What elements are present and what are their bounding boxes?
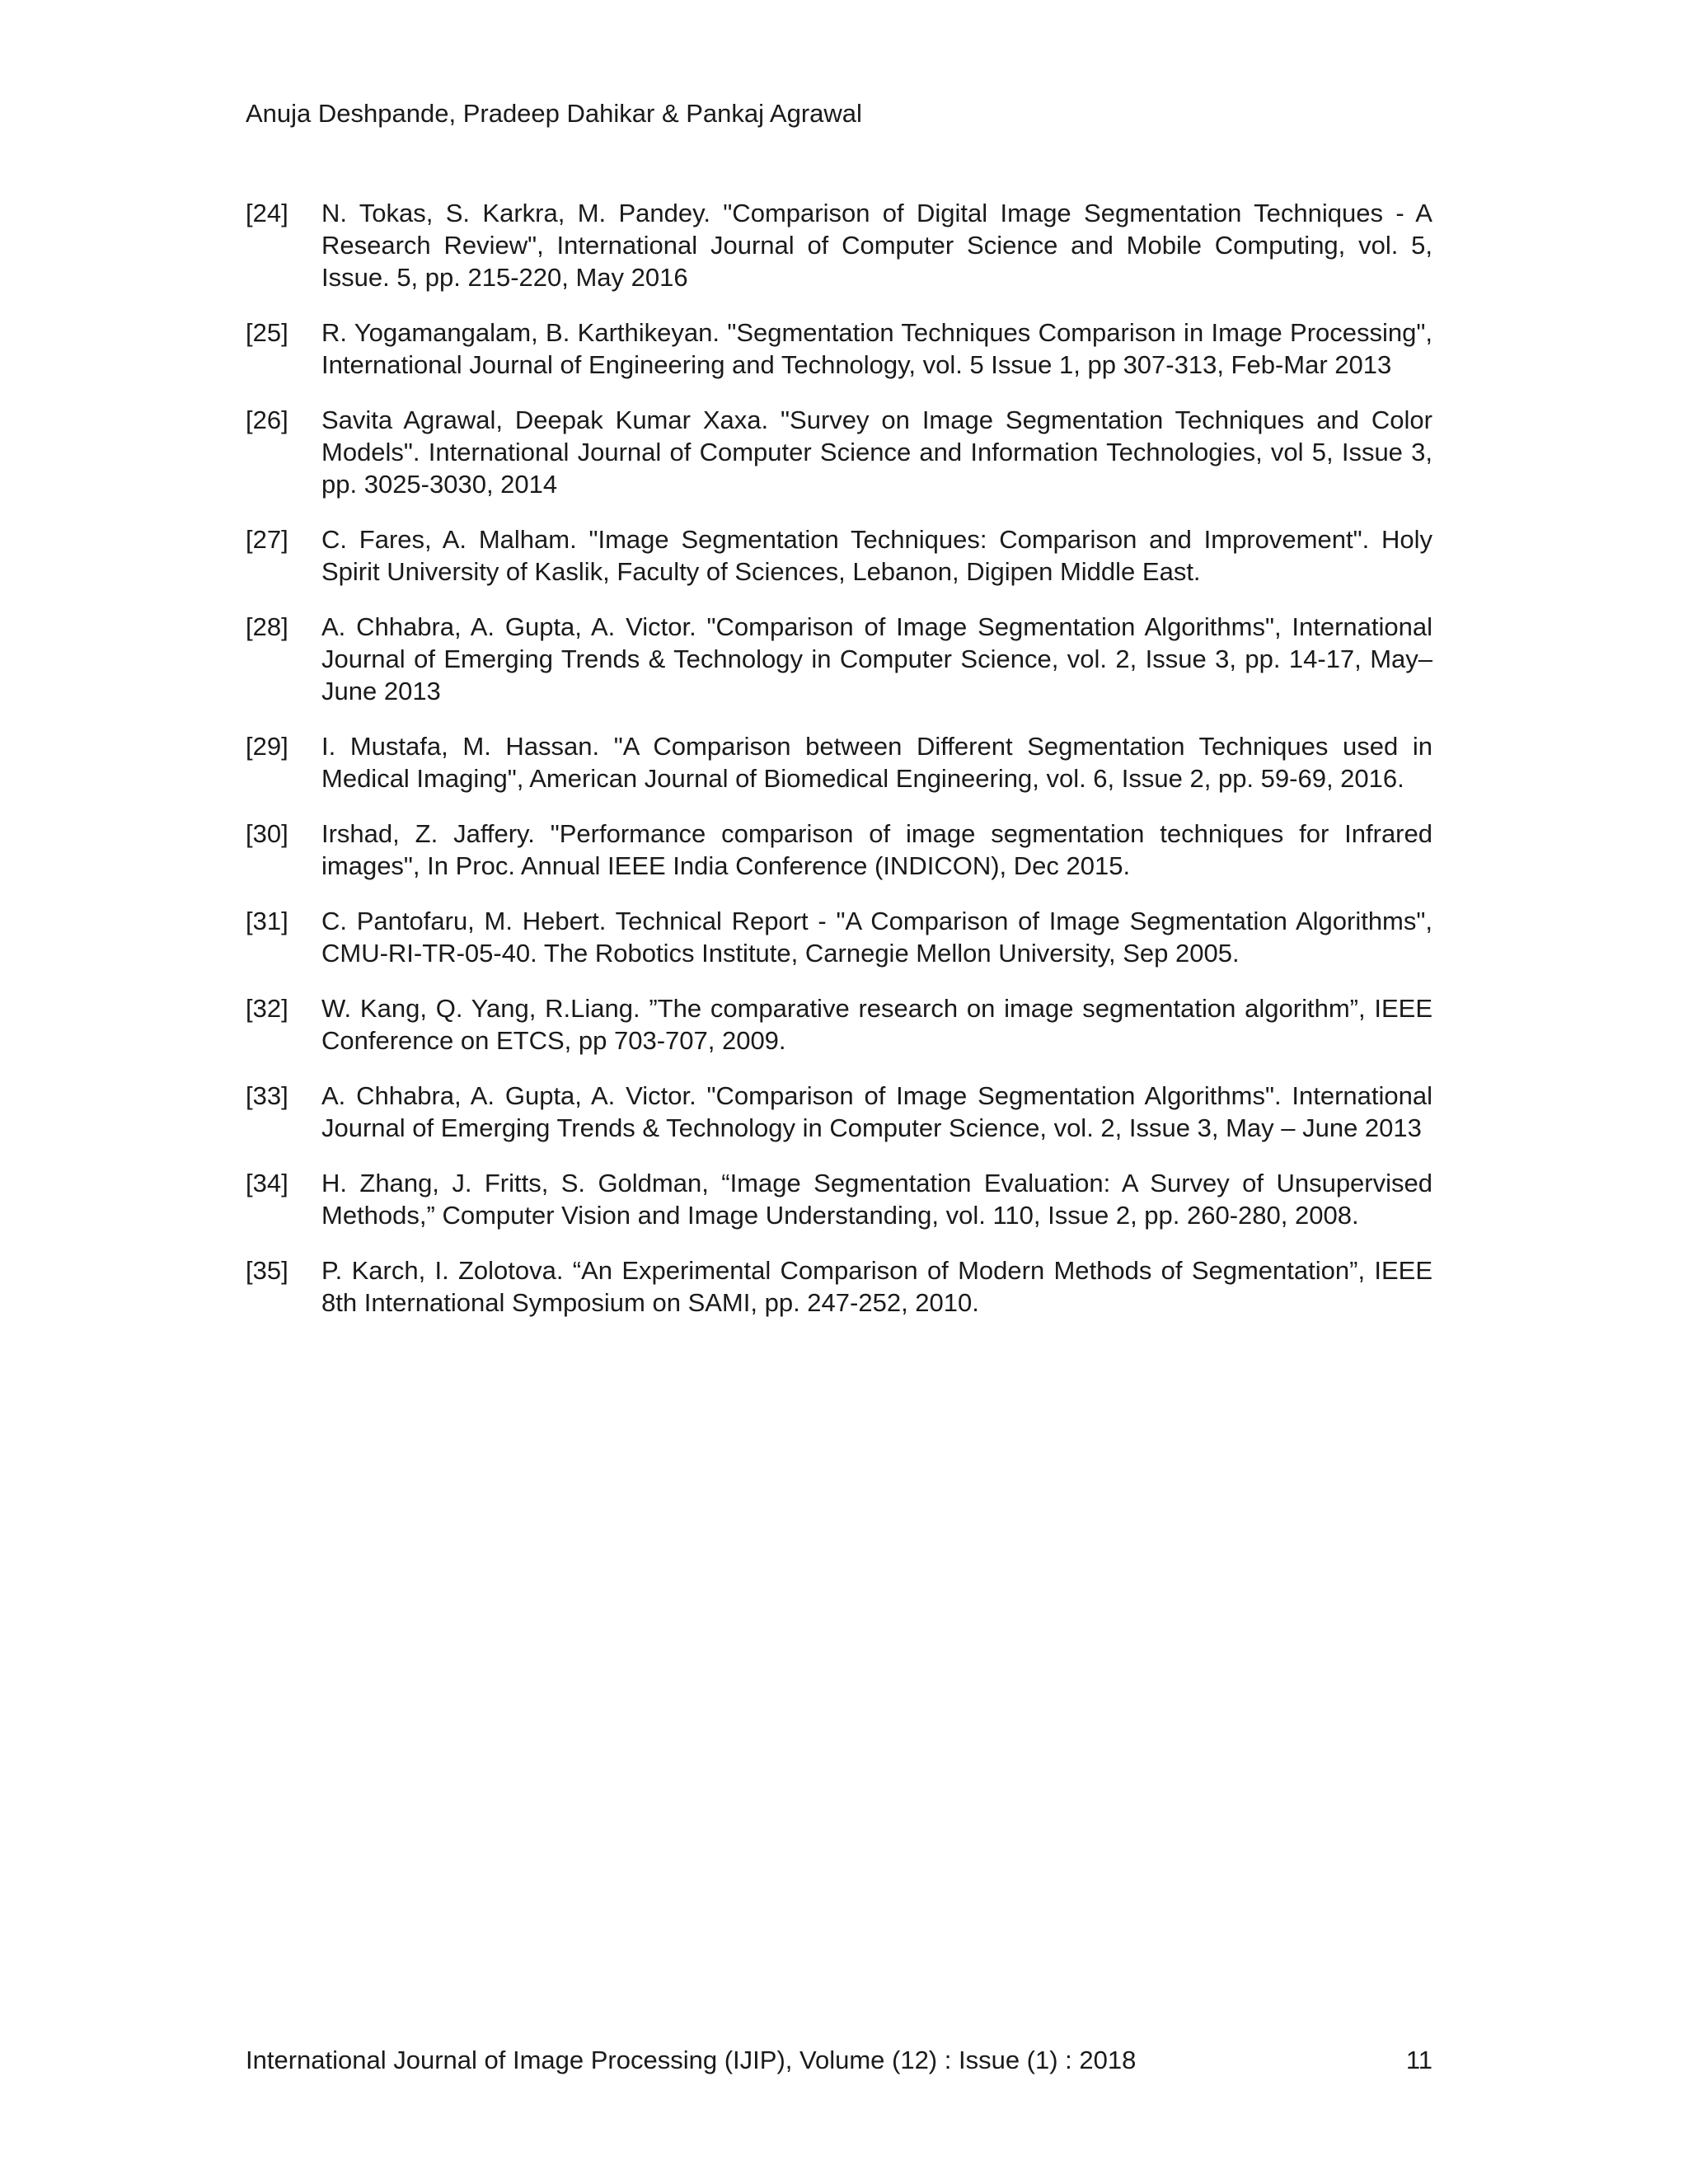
reference-item bbox=[246, 316, 1432, 381]
footer-journal-info: International Journal of Image Processing (IJIP), Volume (12) : Issue (1) : 2018 bbox=[246, 2046, 1137, 2074]
reference-item bbox=[246, 197, 1432, 293]
reference-number: [25] bbox=[246, 318, 288, 347]
reference-item bbox=[246, 730, 1432, 794]
reference-number: [29] bbox=[246, 732, 288, 761]
reference-number: [24] bbox=[246, 199, 288, 227]
reference-number: [30] bbox=[246, 819, 288, 848]
reference-item bbox=[246, 905, 1432, 969]
running-footer bbox=[246, 2044, 1432, 2077]
reference-item bbox=[246, 404, 1432, 500]
reference-item bbox=[246, 523, 1432, 588]
reference-number: [31] bbox=[246, 907, 288, 935]
reference-text: W. Kang, Q. Yang, R.Liang. ”The comparative research on image segmentation algorithm”, IEEE Conference on ETCS, pp 703-707, 2009. bbox=[321, 994, 1432, 1055]
reference-text: N. Tokas, S. Karkra, M. Pandey. "Comparison of Digital Image Segmentation Techniques - A Research Review", International Journal of Computer Science and Mobile Computing, vol. 5, Issue. 5, pp. 215-220, May 2016 bbox=[321, 199, 1432, 292]
reference-text: A. Chhabra, A. Gupta, A. Victor. "Comparison of Image Segmentation Algorithms", International Journal of Emerging Trends & Technology in Computer Science, vol. 2, Issue 3, pp. 14-17, May–June 2013 bbox=[321, 612, 1432, 705]
reference-number: [34] bbox=[246, 1169, 288, 1197]
reference-number: [33] bbox=[246, 1081, 288, 1110]
reference-number: [28] bbox=[246, 612, 288, 641]
reference-item bbox=[246, 992, 1432, 1057]
reference-item bbox=[246, 611, 1432, 707]
reference-text: P. Karch, I. Zolotova. “An Experimental Comparison of Modern Methods of Segmentation”, IEEE 8th International Symposium on SAMI, pp. 247-252, 2010. bbox=[321, 1256, 1432, 1317]
reference-item bbox=[246, 1254, 1432, 1319]
reference-number: [32] bbox=[246, 994, 288, 1023]
reference-text: Savita Agrawal, Deepak Kumar Xaxa. "Survey on Image Segmentation Techniques and Color Models". International Journal of Computer Science and Information Technologies, vol 5, Issue 3, pp. 3025-3030, 2014 bbox=[321, 405, 1432, 499]
page-number: 11 bbox=[1405, 2046, 1432, 2074]
reference-text: A. Chhabra, A. Gupta, A. Victor. "Comparison of Image Segmentation Algorithms". International Journal of Emerging Trends & Technology in Computer Science, vol. 2, Issue 3, May – June 2013 bbox=[321, 1081, 1432, 1142]
reference-text: C. Fares, A. Malham. "Image Segmentation Techniques: Comparison and Improvement". Holy Spirit University of Kaslik, Faculty of Sciences, Lebanon, Digipen Middle East. bbox=[321, 525, 1432, 586]
reference-item bbox=[246, 1080, 1432, 1144]
running-header-authors: Anuja Deshpande, Pradeep Dahikar & Pankaj Agrawal bbox=[246, 99, 862, 128]
reference-item bbox=[246, 1167, 1432, 1231]
reference-number: [35] bbox=[246, 1256, 288, 1285]
reference-list bbox=[246, 197, 1432, 1342]
reference-number: [27] bbox=[246, 525, 288, 554]
reference-text: C. Pantofaru, M. Hebert. Technical Report - "A Comparison of Image Segmentation Algorithms", CMU-RI-TR-05-40. The Robotics Institute, Carnegie Mellon University, Sep 2005. bbox=[321, 907, 1432, 968]
reference-text: H. Zhang, J. Fritts, S. Goldman, “Image Segmentation Evaluation: A Survey of Unsupervised Methods,” Computer Vision and Image Understanding, vol. 110, Issue 2, pp. 260-280, 2008. bbox=[321, 1169, 1432, 1230]
reference-text: I. Mustafa, M. Hassan. "A Comparison between Different Segmentation Techniques used in Medical Imaging", American Journal of Biomedical Engineering, vol. 6, Issue 2, pp. 59-69, 2016. bbox=[321, 732, 1432, 793]
reference-text: Irshad, Z. Jaffery. "Performance comparison of image segmentation techniques for Infrared images", In Proc. Annual IEEE India Conference (INDICON), Dec 2015. bbox=[321, 819, 1432, 880]
reference-item bbox=[246, 818, 1432, 882]
reference-number: [26] bbox=[246, 405, 288, 434]
reference-text: R. Yogamangalam, B. Karthikeyan. "Segmentation Techniques Comparison in Image Processing", International Journal of Engineering and Technology, vol. 5 Issue 1, pp 307-313, Feb-Mar 2013 bbox=[321, 318, 1432, 379]
